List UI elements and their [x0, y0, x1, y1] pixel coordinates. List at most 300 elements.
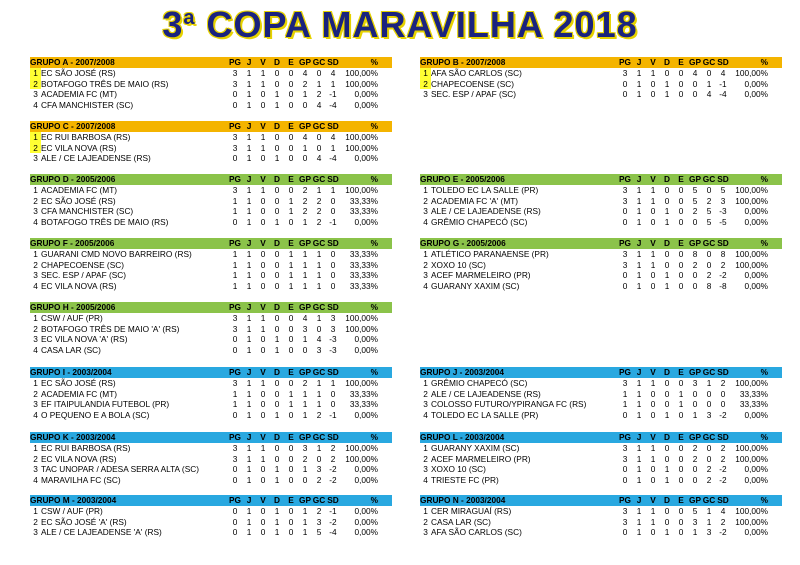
- stat-cell: 0: [288, 527, 294, 538]
- column-header: PG: [229, 495, 241, 505]
- stat-cell: 1: [316, 259, 322, 270]
- team-name: CASA LAR (SC): [431, 516, 491, 527]
- stat-cell: 3: [706, 409, 712, 420]
- stat-cell: 4: [302, 132, 308, 142]
- table-row: [30, 206, 392, 217]
- column-header: %: [760, 57, 768, 67]
- percent-cell: 0,00%: [744, 216, 768, 227]
- stat-cell: 0: [622, 409, 628, 420]
- team-name: BOTAFOGO TRÊS DE MAIO 'A' (RS): [41, 323, 180, 334]
- column-header: D: [274, 174, 280, 184]
- stat-cell: 1: [288, 259, 294, 270]
- stat-cell: 3: [622, 453, 628, 464]
- column-header: E: [288, 174, 294, 184]
- stat-cell: 1: [664, 280, 670, 291]
- stat-cell: 0: [664, 388, 670, 399]
- group-header: [420, 174, 782, 185]
- position-cell: 4: [33, 474, 38, 485]
- stat-cell: 1: [664, 527, 670, 538]
- team-name: CASA LAR (SC): [41, 344, 101, 355]
- column-header: GP: [689, 57, 701, 67]
- position-cell: 3: [423, 399, 428, 410]
- group-header: [30, 367, 392, 378]
- table-row: [420, 527, 782, 538]
- stat-cell: 0: [678, 195, 684, 206]
- table-row: [30, 132, 392, 143]
- stat-cell: 1: [678, 388, 684, 399]
- column-header: PG: [229, 302, 241, 312]
- group-title: GRUPO B - 2007/2008: [420, 57, 506, 67]
- stat-cell: 1: [232, 249, 238, 259]
- position-cell: 3: [423, 206, 428, 217]
- stat-cell: 1: [664, 78, 670, 89]
- stat-cell: 0: [288, 216, 294, 227]
- team-name: MARAVILHA FC (SC): [41, 474, 121, 485]
- column-header: SD: [327, 57, 339, 67]
- column-header: D: [664, 432, 670, 442]
- column-header: %: [370, 121, 378, 131]
- table-row: [420, 89, 782, 100]
- group-header: [420, 57, 782, 68]
- stat-cell: 3: [316, 516, 322, 527]
- stat-cell: -4: [329, 99, 337, 110]
- stat-cell: 0: [274, 249, 280, 259]
- position-cell: 1: [423, 378, 428, 388]
- percent-cell: 33,33%: [349, 270, 378, 281]
- stat-cell: 1: [650, 185, 656, 195]
- stat-cell: 1: [246, 323, 252, 334]
- stat-cell: -1: [719, 78, 727, 89]
- table-row: [30, 143, 392, 154]
- stat-cell: 0: [706, 399, 712, 410]
- position-cell: 2: [33, 195, 38, 206]
- column-header: V: [260, 367, 266, 377]
- stat-cell: 1: [302, 409, 308, 420]
- stat-cell: 1: [288, 388, 294, 399]
- stat-cell: 0: [650, 399, 656, 410]
- stat-cell: 1: [274, 527, 280, 538]
- column-header: %: [370, 432, 378, 442]
- stat-cell: 0: [316, 142, 322, 153]
- stat-cell: 1: [232, 206, 238, 217]
- column-header: PG: [619, 238, 631, 248]
- percent-cell: 33,33%: [349, 206, 378, 217]
- stat-cell: 0: [678, 259, 684, 270]
- team-name: XOXO 10 (SC): [431, 259, 486, 270]
- table-row: [30, 185, 392, 196]
- team-name: BOTAFOGO TRÊS DE MAIO (RS): [41, 78, 169, 89]
- column-header: GP: [299, 174, 311, 184]
- stat-cell: 0: [288, 443, 294, 453]
- percent-cell: 0,00%: [744, 270, 768, 281]
- stat-cell: 1: [302, 142, 308, 153]
- stat-cell: 2: [316, 216, 322, 227]
- table-row: [30, 313, 392, 324]
- stat-cell: 1: [260, 313, 266, 323]
- percent-cell: 0,00%: [354, 153, 378, 164]
- stat-cell: -2: [329, 464, 337, 475]
- stat-cell: 1: [636, 474, 642, 485]
- stat-cell: 1: [260, 378, 266, 388]
- stat-cell: 0: [330, 388, 336, 399]
- stat-cell: 0: [678, 409, 684, 420]
- stat-cell: 1: [246, 206, 252, 217]
- stat-cell: 4: [316, 153, 322, 164]
- stat-cell: 0: [720, 399, 726, 410]
- position-cell: 3: [423, 464, 428, 475]
- column-header: V: [650, 367, 656, 377]
- stat-cell: 1: [246, 464, 252, 475]
- stat-cell: 0: [678, 516, 684, 527]
- stat-cell: 1: [650, 506, 656, 516]
- stat-cell: 2: [692, 453, 698, 464]
- stat-cell: 0: [664, 443, 670, 453]
- stat-cell: 1: [636, 443, 642, 453]
- stat-cell: 0: [706, 185, 712, 195]
- stat-cell: -4: [329, 153, 337, 164]
- stat-cell: 1: [664, 89, 670, 100]
- stat-cell: 0: [302, 99, 308, 110]
- stat-cell: 0: [288, 142, 294, 153]
- column-header: GC: [702, 432, 716, 442]
- table-row: [30, 270, 392, 281]
- column-header: J: [246, 495, 252, 505]
- stat-cell: 0: [288, 344, 294, 355]
- stat-cell: 0: [274, 313, 280, 323]
- column-header: SD: [327, 302, 339, 312]
- stat-cell: -1: [329, 89, 337, 100]
- stat-cell: 0: [650, 280, 656, 291]
- stat-cell: 0: [622, 89, 628, 100]
- stat-cell: 1: [260, 142, 266, 153]
- stat-cell: -2: [329, 474, 337, 485]
- stat-cell: 1: [274, 99, 280, 110]
- stat-cell: 0: [664, 259, 670, 270]
- position-cell: 3: [33, 153, 38, 164]
- position-cell: 3: [423, 89, 428, 100]
- percent-cell: 0,00%: [744, 78, 768, 89]
- column-header: V: [260, 121, 266, 131]
- stat-cell: 0: [678, 78, 684, 89]
- stat-cell: 1: [246, 270, 252, 281]
- group-title: GRUPO C - 2007/2008: [30, 121, 116, 131]
- stat-cell: 4: [316, 334, 322, 345]
- team-name: TOLEDO EC LA SALLE (PR): [431, 409, 539, 420]
- stat-cell: 1: [274, 334, 280, 345]
- team-name: ACEF MARMELEIRO (PR): [431, 453, 531, 464]
- column-header: SD: [717, 432, 729, 442]
- stat-cell: 0: [678, 280, 684, 291]
- position-cell: 1: [33, 249, 38, 259]
- stat-cell: 8: [706, 280, 712, 291]
- stat-cell: 0: [260, 280, 266, 291]
- team-name: EF ITAIPULANDIA FUTEBOL (PR): [41, 399, 170, 410]
- column-header: E: [678, 238, 684, 248]
- column-header: GC: [312, 57, 326, 67]
- stat-cell: 1: [302, 270, 308, 281]
- stat-cell: 0: [260, 388, 266, 399]
- stat-cell: 0: [706, 453, 712, 464]
- stat-cell: 1: [260, 185, 266, 195]
- percent-cell: 100,00%: [735, 453, 768, 464]
- position-cell: 2: [33, 516, 38, 527]
- table-row: [30, 443, 392, 454]
- stat-cell: 0: [678, 474, 684, 485]
- stat-cell: 0: [678, 185, 684, 195]
- percent-cell: 100,00%: [345, 313, 378, 323]
- stat-cell: 2: [706, 270, 712, 281]
- group-table: [30, 432, 392, 485]
- stat-cell: 1: [650, 516, 656, 527]
- column-header: PG: [229, 121, 241, 131]
- group-table: [30, 174, 392, 227]
- stat-cell: 0: [288, 378, 294, 388]
- stat-cell: 2: [706, 474, 712, 485]
- stat-cell: 2: [692, 206, 698, 217]
- team-name: EC SÃO JOSÉ (RS): [41, 378, 116, 388]
- team-name: GUARANI CMD NOVO BARREIRO (RS): [41, 249, 192, 259]
- stat-cell: 1: [274, 89, 280, 100]
- stat-cell: 1: [636, 259, 642, 270]
- stat-cell: 1: [622, 399, 628, 410]
- column-header: PG: [619, 495, 631, 505]
- column-header: V: [260, 57, 266, 67]
- stat-cell: 1: [664, 409, 670, 420]
- stat-cell: 1: [246, 185, 252, 195]
- column-header: GP: [689, 174, 701, 184]
- stat-cell: 0: [316, 453, 322, 464]
- stat-cell: 0: [316, 323, 322, 334]
- column-header: %: [760, 495, 768, 505]
- column-header: D: [274, 302, 280, 312]
- stat-cell: 2: [692, 443, 698, 453]
- stat-cell: -1: [329, 216, 337, 227]
- stat-cell: 0: [692, 464, 698, 475]
- column-header: J: [636, 367, 642, 377]
- stat-cell: 1: [232, 195, 238, 206]
- group-table: [30, 302, 392, 355]
- group-header: [420, 367, 782, 378]
- table-row: [30, 527, 392, 538]
- stat-cell: 1: [246, 344, 252, 355]
- team-name: ACEF MARMELEIRO (PR): [431, 270, 531, 281]
- stat-cell: 0: [260, 216, 266, 227]
- column-header: PG: [619, 432, 631, 442]
- stat-cell: 1: [288, 399, 294, 410]
- table-row: [30, 196, 392, 207]
- stat-cell: 1: [302, 216, 308, 227]
- stat-cell: 0: [260, 344, 266, 355]
- column-header: GC: [312, 432, 326, 442]
- table-row: [30, 281, 392, 292]
- column-header: J: [246, 57, 252, 67]
- column-header: D: [274, 121, 280, 131]
- stat-cell: 2: [720, 378, 726, 388]
- stat-cell: 1: [246, 443, 252, 453]
- column-header: V: [260, 432, 266, 442]
- stat-cell: 1: [664, 474, 670, 485]
- stat-cell: 0: [274, 259, 280, 270]
- stat-cell: 3: [720, 195, 726, 206]
- stat-cell: 1: [678, 399, 684, 410]
- stat-cell: 1: [330, 185, 336, 195]
- group-title: GRUPO K - 2003/2004: [30, 432, 116, 442]
- page-title: 3$^a$ COPA MARAVILHA 2018: [162, 4, 638, 45]
- stat-cell: 3: [232, 68, 238, 78]
- column-header: J: [636, 238, 642, 248]
- stat-cell: 3: [232, 185, 238, 195]
- group-title: GRUPO D - 2005/2006: [30, 174, 116, 184]
- percent-cell: 33,33%: [349, 249, 378, 259]
- stat-cell: 3: [622, 506, 628, 516]
- team-name: SEC. ESP / APAF (SC): [431, 89, 516, 100]
- team-name: CFA MANCHISTER (SC): [41, 206, 134, 217]
- percent-cell: 33,33%: [349, 399, 378, 410]
- stat-cell: 0: [678, 270, 684, 281]
- stat-cell: 0: [330, 399, 336, 410]
- stat-cell: 0: [622, 270, 628, 281]
- stat-cell: 1: [288, 270, 294, 281]
- stat-cell: 0: [274, 142, 280, 153]
- position-cell: 1: [33, 506, 38, 516]
- table-row: [420, 196, 782, 207]
- table-row: [420, 454, 782, 465]
- percent-cell: 0,00%: [354, 464, 378, 475]
- team-name: ACADEMIA FC (MT): [41, 89, 118, 100]
- team-name: ALE / CE LAJEADENSE (RS): [431, 206, 541, 217]
- table-row: [420, 378, 782, 389]
- group-header: [30, 121, 392, 132]
- position-cell: 2: [423, 453, 428, 464]
- stat-cell: 1: [260, 68, 266, 78]
- stat-cell: 0: [678, 443, 684, 453]
- stat-cell: 3: [622, 185, 628, 195]
- stat-cell: 1: [246, 195, 252, 206]
- stat-cell: 0: [232, 474, 238, 485]
- stat-cell: 0: [678, 68, 684, 78]
- stat-cell: 0: [622, 78, 628, 89]
- stat-cell: 1: [246, 89, 252, 100]
- column-header: V: [260, 174, 266, 184]
- group-title: GRUPO G - 2005/2006: [420, 238, 506, 248]
- stat-cell: 1: [636, 399, 642, 410]
- group-table: [420, 174, 782, 227]
- stat-cell: 0: [260, 270, 266, 281]
- table-row: [30, 68, 392, 79]
- stat-cell: 5: [720, 185, 726, 195]
- table-row: [420, 443, 782, 454]
- stat-cell: 0: [232, 334, 238, 345]
- column-header: GP: [299, 57, 311, 67]
- table-row: [30, 153, 392, 164]
- percent-cell: 100,00%: [735, 68, 768, 78]
- stat-cell: 1: [302, 259, 308, 270]
- stat-cell: -3: [719, 206, 727, 217]
- stat-cell: 1: [706, 378, 712, 388]
- column-header: J: [636, 495, 642, 505]
- stat-cell: 5: [706, 216, 712, 227]
- column-header: GC: [702, 495, 716, 505]
- stat-cell: -3: [329, 334, 337, 345]
- stat-cell: 2: [720, 259, 726, 270]
- stat-cell: 0: [650, 527, 656, 538]
- stat-cell: 3: [706, 527, 712, 538]
- stat-cell: 1: [232, 259, 238, 270]
- position-cell: 2: [33, 388, 38, 399]
- team-name: SEC. ESP / APAF (SC): [41, 270, 126, 281]
- table-row: [30, 378, 392, 389]
- percent-cell: 0,00%: [744, 409, 768, 420]
- position-cell: 3: [33, 206, 38, 217]
- stat-cell: 0: [288, 453, 294, 464]
- team-name: ALE / CE LAJEADENSE (RS): [431, 388, 541, 399]
- stat-cell: 0: [288, 153, 294, 164]
- table-row: [420, 79, 782, 90]
- stat-cell: 2: [316, 474, 322, 485]
- position-cell: 4: [423, 474, 428, 485]
- column-header: PG: [229, 57, 241, 67]
- column-header: E: [288, 432, 294, 442]
- position-cell: 4: [423, 409, 428, 420]
- stat-cell: 0: [274, 378, 280, 388]
- stat-cell: 2: [692, 259, 698, 270]
- stat-cell: 0: [622, 474, 628, 485]
- percent-cell: 100,00%: [345, 443, 378, 453]
- group-header: [420, 495, 782, 506]
- percent-cell: 0,00%: [354, 527, 378, 538]
- table-row: [30, 217, 392, 228]
- group-header: [420, 432, 782, 443]
- team-name: ALE / CE LAJEADENSE (RS): [41, 153, 151, 164]
- stat-cell: 0: [330, 280, 336, 291]
- stat-cell: 1: [274, 464, 280, 475]
- table-row: [420, 281, 782, 292]
- stat-cell: 0: [288, 99, 294, 110]
- position-cell: 3: [33, 334, 38, 345]
- stat-cell: 3: [622, 516, 628, 527]
- stat-cell: 1: [246, 313, 252, 323]
- stat-cell: 1: [636, 506, 642, 516]
- column-header: J: [246, 302, 252, 312]
- group-header: [30, 57, 392, 68]
- team-name: GUARANY XAXIM (SC): [431, 280, 520, 291]
- group-table: [420, 495, 782, 538]
- position-cell: 2: [30, 79, 41, 90]
- column-header: GP: [299, 121, 311, 131]
- group-title: GRUPO F - 2005/2006: [30, 238, 115, 248]
- stat-cell: 1: [316, 280, 322, 291]
- team-name: EC VILA NOVA (RS): [41, 142, 117, 153]
- column-header: GP: [299, 495, 311, 505]
- position-cell: 3: [33, 399, 38, 410]
- stat-cell: -4: [719, 89, 727, 100]
- stat-cell: 1: [650, 68, 656, 78]
- stat-cell: 1: [274, 516, 280, 527]
- stat-cell: 1: [636, 516, 642, 527]
- stat-cell: 8: [720, 249, 726, 259]
- stat-cell: 1: [302, 280, 308, 291]
- stat-cell: 1: [316, 185, 322, 195]
- group-table: [30, 367, 392, 420]
- stat-cell: 1: [650, 259, 656, 270]
- column-header: V: [260, 495, 266, 505]
- position-cell: 4: [33, 99, 38, 110]
- column-header: SD: [717, 367, 729, 377]
- stat-cell: 1: [692, 527, 698, 538]
- stat-cell: 0: [232, 216, 238, 227]
- column-header: GC: [312, 367, 326, 377]
- column-header: J: [636, 57, 642, 67]
